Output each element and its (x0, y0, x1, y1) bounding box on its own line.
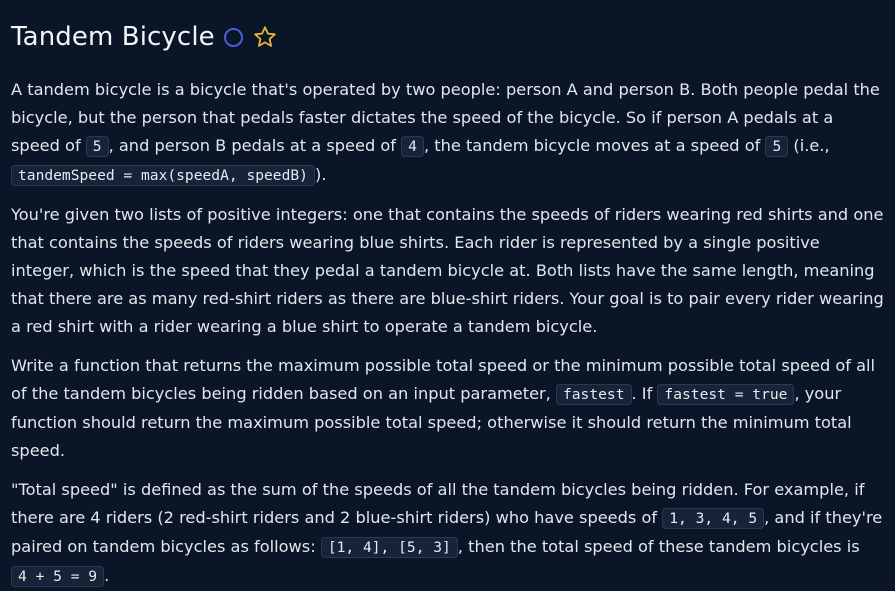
text: , the tandem bicycle moves at a speed of (423, 136, 766, 155)
text: Write a function that returns the maximum possible total speed or the minimum possible total speed of all of the tandem bicycles being ridden based on an input parameter, (11, 356, 876, 403)
description-paragraph-1 (11, 76, 885, 190)
text: , your function should return the maximum possible total speed; otherwise it should return the minimum total speed. (11, 384, 852, 460)
inline-code: 1, 3, 4, 5 (662, 508, 764, 529)
inline-code: tandemSpeed = max(speedA, speedB) (11, 165, 315, 186)
circle-icon[interactable] (224, 28, 243, 47)
text: (i.e., (788, 136, 830, 155)
inline-code: 5 (765, 136, 788, 157)
problem-title: Tandem Bicycle (11, 22, 215, 52)
text: . (104, 566, 110, 585)
text: "Total speed" is defined as the sum of the speeds of all the tandem bicycles being ridden. For example, if there are 4 riders (2 red-shirt riders and 2 blue-shirt riders) who have speeds of (11, 480, 865, 527)
title-row (11, 12, 885, 62)
description-paragraph-3 (11, 352, 885, 465)
inline-code: 4 + 5 = 9 (11, 566, 104, 587)
inline-code: [1, 4], [5, 3] (321, 537, 458, 558)
text: , and if they're paired on tandem bicycles as follows: (11, 508, 883, 556)
text: , then the total speed of these tandem bicycles is (457, 537, 860, 556)
inline-code: fastest = true (657, 384, 794, 405)
description-paragraph-4 (11, 476, 885, 591)
text: , and person B pedals at a speed of (108, 136, 402, 155)
inline-code: 4 (401, 136, 424, 157)
inline-code: 5 (86, 136, 109, 157)
description-paragraph-2: You're given two lists of positive integers: one that contains the speeds of riders wearing red shirts and one that contains the speeds of riders wearing blue shirts. Each rider is represented by a single positive integer, which is the speed that they pedal a tandem bicycle at. Both lists have the same length, meaning that there are as many red-shirt riders as there are blue-shirt riders. Your goal is to pair every rider wearing a red shirt with a rider wearing a blue shirt to operate a tandem bicycle. (11, 205, 884, 336)
star-icon[interactable] (253, 25, 277, 49)
inline-code: fastest (556, 384, 632, 405)
text: ). (314, 165, 327, 184)
text: A tandem bicycle is a bicycle that's operated by two people: person A and person B. Both people pedal the bicycle, but the person that pedals faster dictates the speed of the bicycle. So if person A pedals at a speed of (11, 80, 880, 155)
text: . If (631, 384, 658, 403)
